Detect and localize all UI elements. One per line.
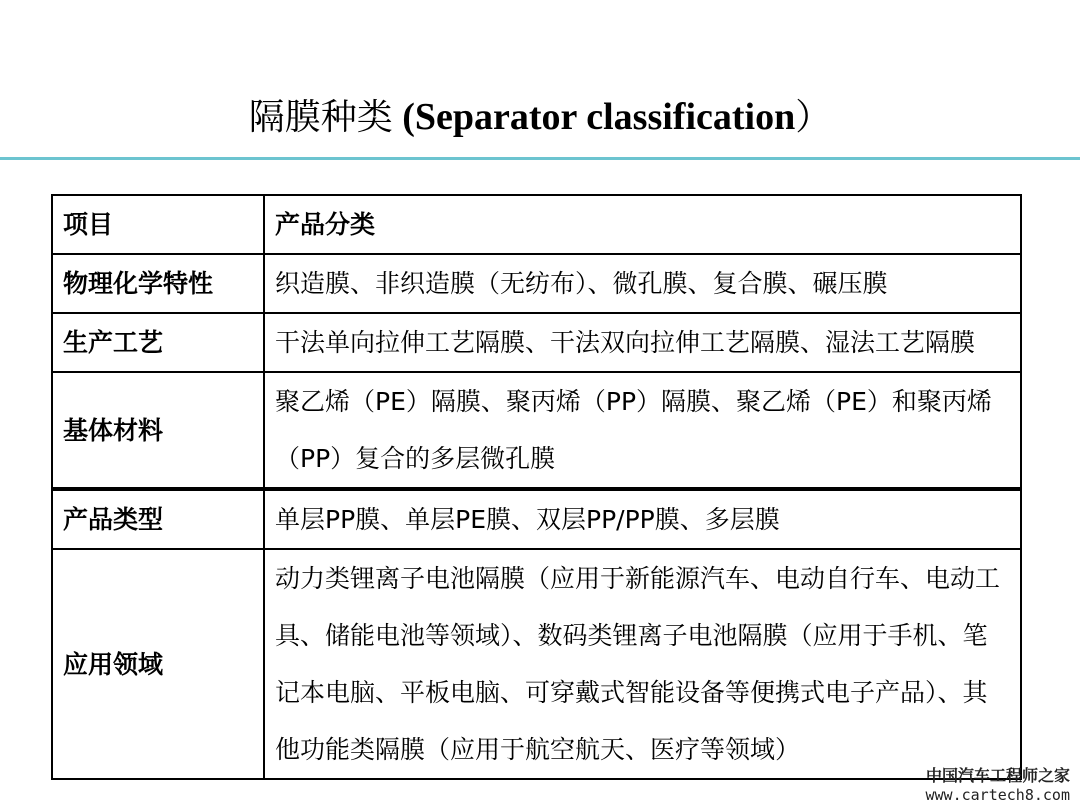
row-content: 动力类锂离子电池隔膜（应用于新能源汽车、电动自行车、电动工具、储能电池等领域）、数码类锂离子电池隔膜（应用于手机、笔记本电脑、平板电脑、可穿戴式智能设备等便携式电子产品）、其他功能类隔膜（应用于航空航天、医疗等领域） bbox=[264, 549, 1021, 779]
row-item: 产品类型 bbox=[52, 489, 264, 549]
watermark bbox=[926, 766, 1071, 804]
row-content: 干法单向拉伸工艺隔膜、干法双向拉伸工艺隔膜、湿法工艺隔膜 bbox=[264, 313, 1021, 372]
watermark-name: 中国汽车工程师之家 bbox=[925, 766, 1070, 785]
table-row bbox=[52, 372, 1021, 489]
row-item: 基体材料 bbox=[52, 372, 264, 489]
row-item: 生产工艺 bbox=[52, 313, 264, 372]
title-chinese: 隔膜种类 bbox=[248, 97, 393, 138]
header-item: 项目 bbox=[52, 195, 264, 254]
row-content: 聚乙烯（PE）隔膜、聚丙烯（PP）隔膜、聚乙烯（PE）和聚丙烯（PP）复合的多层微孔膜 bbox=[264, 372, 1021, 489]
watermark-url: www.cartech8.com bbox=[925, 786, 1070, 804]
title-close-paren: ） bbox=[795, 97, 832, 138]
row-content: 织造膜、非织造膜（无纺布）、微孔膜、复合膜、碾压膜 bbox=[264, 254, 1021, 313]
table-row bbox=[52, 313, 1021, 372]
row-item: 物理化学特性 bbox=[52, 254, 264, 313]
table-header-row bbox=[52, 195, 1021, 254]
title-english: (Separator classification bbox=[402, 96, 796, 138]
row-content: 单层PP膜、单层PE膜、双层PP/PP膜、多层膜 bbox=[264, 489, 1021, 549]
table-row bbox=[52, 254, 1021, 313]
table-row bbox=[52, 489, 1021, 549]
row-item: 应用领域 bbox=[52, 549, 264, 779]
classification-table bbox=[51, 194, 1022, 780]
title-divider bbox=[0, 157, 1080, 160]
page-title bbox=[0, 92, 1080, 143]
table-row bbox=[52, 549, 1021, 779]
header-classification: 产品分类 bbox=[264, 195, 1021, 254]
